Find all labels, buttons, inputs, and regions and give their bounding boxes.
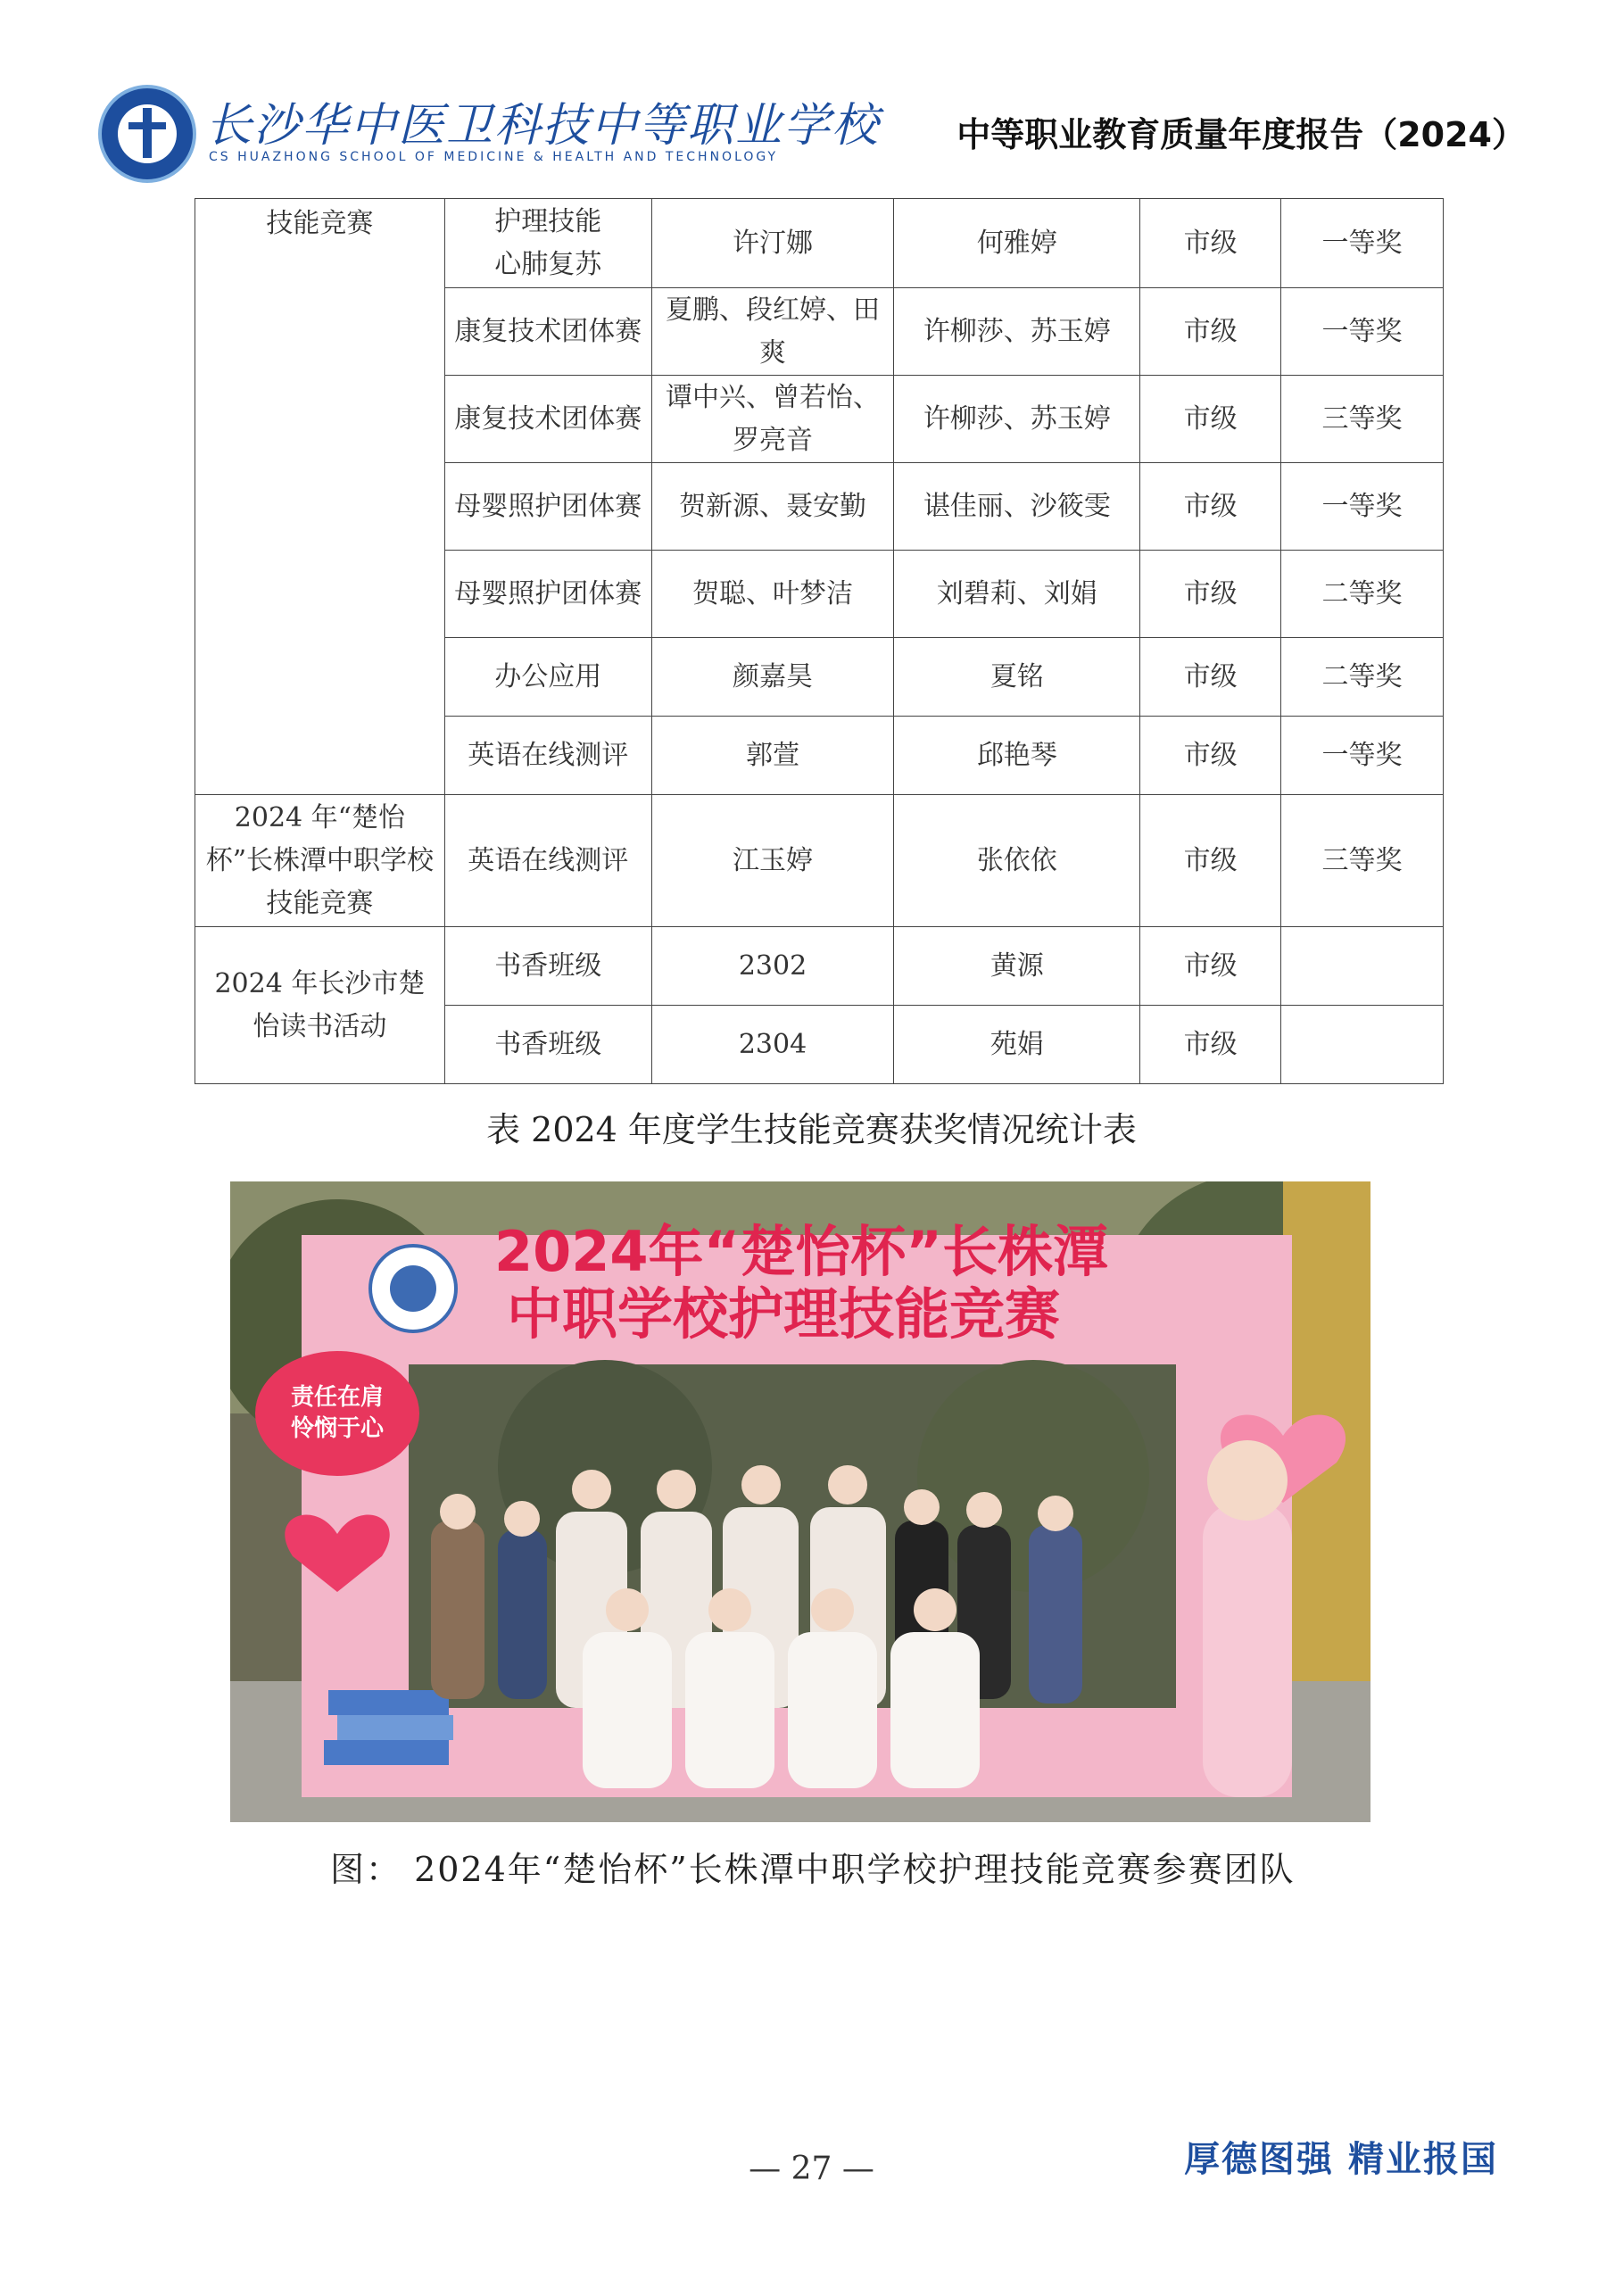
cell-item: 书香班级 bbox=[444, 927, 651, 1006]
page-number: — 27 — bbox=[749, 2151, 874, 2187]
school-name: 长沙华中医卫科技中等职业学校 bbox=[205, 99, 881, 153]
cell-level: 市级 bbox=[1140, 638, 1281, 717]
cell-award: 二等奖 bbox=[1281, 638, 1444, 717]
school-name-en: CS HUAZHONG SCHOOL OF MEDICINE & HEALTH AND TECHNOLOGY bbox=[209, 150, 779, 164]
cell-teacher: 刘碧莉、刘娟 bbox=[894, 551, 1140, 638]
banner-title-line2: 中职学校护理技能竞赛 bbox=[506, 1281, 1061, 1347]
cell-event: 2024 年长沙市楚怡读书活动 bbox=[195, 927, 445, 1084]
cell-event: 技能竞赛 bbox=[195, 199, 445, 795]
motto: 厚德图强 精业报国 bbox=[1184, 2139, 1498, 2180]
cell-student: 许汀娜 bbox=[651, 199, 894, 288]
cell-student: 夏鹏、段红婷、田爽 bbox=[651, 288, 894, 376]
cell-award: 三等奖 bbox=[1281, 376, 1444, 463]
photo-caption: 图： 2024年“楚怡杯”长株潭中职学校护理技能竞赛参赛团队 bbox=[330, 1850, 1296, 1889]
cell-level: 市级 bbox=[1140, 717, 1281, 795]
cell-teacher: 邱艳琴 bbox=[894, 717, 1140, 795]
school-logo bbox=[98, 85, 196, 183]
cell-student: 2304 bbox=[651, 1006, 894, 1084]
table-row bbox=[195, 927, 1444, 1006]
table-caption: 表 2024 年度学生技能竞赛获奖情况统计表 bbox=[486, 1110, 1137, 1149]
cell-teacher: 许柳莎、苏玉婷 bbox=[894, 376, 1140, 463]
cell-student: 贺新源、聂安勤 bbox=[651, 463, 894, 551]
cell-student: 谭中兴、曾若怡、罗亮音 bbox=[651, 376, 894, 463]
awards-table bbox=[195, 198, 1444, 1084]
cell-level: 市级 bbox=[1140, 463, 1281, 551]
cell-teacher: 许柳莎、苏玉婷 bbox=[894, 288, 1140, 376]
cell-award: 一等奖 bbox=[1281, 463, 1444, 551]
cell-level: 市级 bbox=[1140, 1006, 1281, 1084]
cell-teacher: 何雅婷 bbox=[894, 199, 1140, 288]
cell-level: 市级 bbox=[1140, 927, 1281, 1006]
cell-award: 一等奖 bbox=[1281, 717, 1444, 795]
cell-level: 市级 bbox=[1140, 551, 1281, 638]
badge-line1: 责任在肩 bbox=[290, 1384, 385, 1411]
page-header bbox=[98, 80, 1526, 196]
cell-teacher: 苑娟 bbox=[894, 1006, 1140, 1084]
cell-item: 母婴照护团体赛 bbox=[444, 463, 651, 551]
cell-student: 郭萱 bbox=[651, 717, 894, 795]
cell-award: 三等奖 bbox=[1281, 795, 1444, 927]
cell-item: 办公应用 bbox=[444, 638, 651, 717]
cell-item: 母婴照护团体赛 bbox=[444, 551, 651, 638]
cell-level: 市级 bbox=[1140, 795, 1281, 927]
cell-teacher: 夏铭 bbox=[894, 638, 1140, 717]
cell-award: 二等奖 bbox=[1281, 551, 1444, 638]
cell-item: 康复技术团体赛 bbox=[444, 376, 651, 463]
cell-student: 江玉婷 bbox=[651, 795, 894, 927]
cell-item: 护理技能 心肺复苏 bbox=[444, 199, 651, 288]
cell-item: 书香班级 bbox=[444, 1006, 651, 1084]
cell-event: 2024 年“楚怡杯”长株潭中职学校技能竞赛 bbox=[195, 795, 445, 927]
cell-level: 市级 bbox=[1140, 199, 1281, 288]
cell-award: 一等奖 bbox=[1281, 199, 1444, 288]
cell-student: 2302 bbox=[651, 927, 894, 1006]
cell-award bbox=[1281, 927, 1444, 1006]
table-row bbox=[195, 199, 1444, 288]
banner-title-line1: 2024年“楚怡杯”长株潭 bbox=[493, 1219, 1109, 1284]
badge-line2: 怜悯于心 bbox=[290, 1415, 385, 1442]
cell-item: 英语在线测评 bbox=[444, 795, 651, 927]
cell-award: 一等奖 bbox=[1281, 288, 1444, 376]
team-photo bbox=[230, 1181, 1370, 1822]
cell-level: 市级 bbox=[1140, 288, 1281, 376]
cell-student: 颜嘉昊 bbox=[651, 638, 894, 717]
cell-award bbox=[1281, 1006, 1444, 1084]
cell-student: 贺聪、叶梦洁 bbox=[651, 551, 894, 638]
cell-item: 英语在线测评 bbox=[444, 717, 651, 795]
report-title: 中等职业教育质量年度报告（2024） bbox=[956, 115, 1526, 154]
cell-teacher: 谌佳丽、沙筱雯 bbox=[894, 463, 1140, 551]
cell-teacher: 张依依 bbox=[894, 795, 1140, 927]
table-row bbox=[195, 795, 1444, 927]
cell-level: 市级 bbox=[1140, 376, 1281, 463]
cell-item: 康复技术团体赛 bbox=[444, 288, 651, 376]
cell-teacher: 黄源 bbox=[894, 927, 1140, 1006]
